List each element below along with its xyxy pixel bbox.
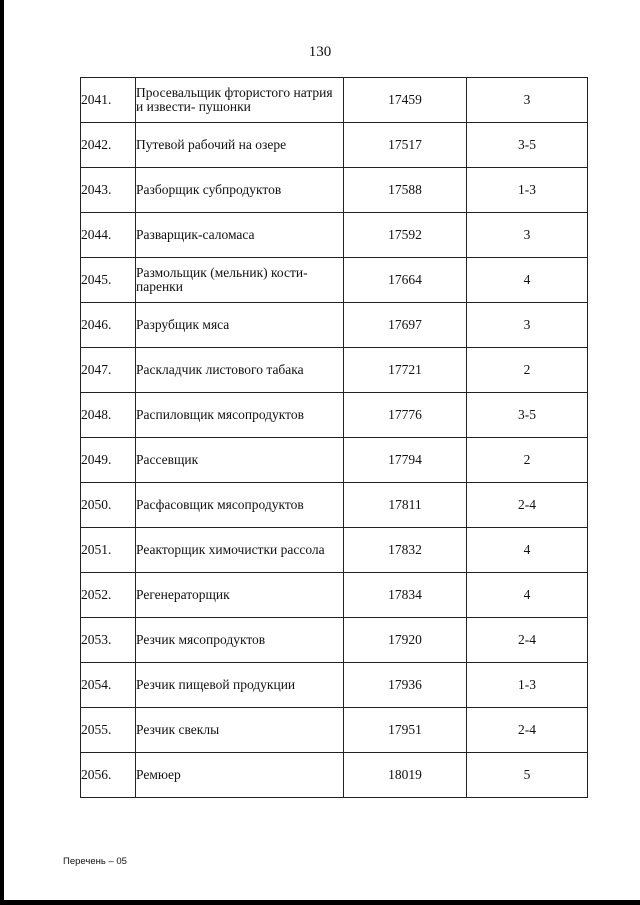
grade-range: 3-5	[467, 393, 588, 438]
profession-table	[80, 77, 588, 798]
table-row	[81, 213, 588, 258]
profession-code: 17459	[344, 78, 467, 123]
grade-range: 2-4	[467, 618, 588, 663]
grade-range: 2	[467, 438, 588, 483]
row-number: 2056.	[81, 753, 136, 798]
table-row	[81, 393, 588, 438]
table-row	[81, 528, 588, 573]
row-number: 2047.	[81, 348, 136, 393]
grade-range: 2-4	[467, 708, 588, 753]
profession-code: 17811	[344, 483, 467, 528]
profession-name: Разборщик субпродуктов	[136, 168, 344, 213]
table-row	[81, 303, 588, 348]
row-number: 2050.	[81, 483, 136, 528]
profession-code: 17794	[344, 438, 467, 483]
profession-code: 18019	[344, 753, 467, 798]
row-number: 2053.	[81, 618, 136, 663]
profession-code: 17936	[344, 663, 467, 708]
profession-code: 17951	[344, 708, 467, 753]
page-number: 130	[308, 44, 332, 60]
row-number: 2041.	[81, 78, 136, 123]
profession-name: Раскладчик листового табака	[136, 348, 344, 393]
row-number: 2043.	[81, 168, 136, 213]
table-row	[81, 348, 588, 393]
grade-range: 1-3	[467, 663, 588, 708]
grade-range: 4	[467, 528, 588, 573]
row-number: 2049.	[81, 438, 136, 483]
grade-range: 3	[467, 303, 588, 348]
grade-range: 3	[467, 213, 588, 258]
row-number: 2045.	[81, 258, 136, 303]
profession-code: 17517	[344, 123, 467, 168]
profession-code: 17834	[344, 573, 467, 618]
table-row	[81, 483, 588, 528]
table-row	[81, 663, 588, 708]
row-number: 2042.	[81, 123, 136, 168]
profession-name: Путевой рабочий на озере	[136, 123, 344, 168]
profession-code: 17832	[344, 528, 467, 573]
table-row	[81, 258, 588, 303]
row-number: 2054.	[81, 663, 136, 708]
profession-code: 17721	[344, 348, 467, 393]
profession-code: 17664	[344, 258, 467, 303]
grade-range: 4	[467, 573, 588, 618]
profession-name: Разрубщик мяса	[136, 303, 344, 348]
grade-range: 3	[467, 78, 588, 123]
profession-code: 17697	[344, 303, 467, 348]
scan-edge-bottom	[0, 900, 640, 905]
row-number: 2051.	[81, 528, 136, 573]
row-number: 2048.	[81, 393, 136, 438]
profession-name: Рассевщик	[136, 438, 344, 483]
grade-range: 4	[467, 258, 588, 303]
table-row	[81, 438, 588, 483]
grade-range: 3-5	[467, 123, 588, 168]
table-row	[81, 708, 588, 753]
footer-note: Перечень – 05	[63, 856, 127, 867]
grade-range: 2	[467, 348, 588, 393]
profession-name: Резчик свеклы	[136, 708, 344, 753]
table-row	[81, 573, 588, 618]
profession-name: Регенераторщик	[136, 573, 344, 618]
profession-name: Размольщик (мельник) кости-паренки	[136, 258, 344, 303]
table-row	[81, 123, 588, 168]
profession-code: 17588	[344, 168, 467, 213]
profession-name: Разварщик-саломаса	[136, 213, 344, 258]
table-row	[81, 78, 588, 123]
row-number: 2044.	[81, 213, 136, 258]
profession-code: 17776	[344, 393, 467, 438]
row-number: 2052.	[81, 573, 136, 618]
profession-name: Резчик пищевой продукции	[136, 663, 344, 708]
table-row	[81, 618, 588, 663]
profession-name: Реакторщик химочистки рассола	[136, 528, 344, 573]
profession-name: Распиловщик мясопродуктов	[136, 393, 344, 438]
profession-name: Расфасовщик мясопродуктов	[136, 483, 344, 528]
grade-range: 1-3	[467, 168, 588, 213]
table-row	[81, 753, 588, 798]
profession-code: 17592	[344, 213, 467, 258]
profession-name: Ремюер	[136, 753, 344, 798]
table-row	[81, 168, 588, 213]
profession-code: 17920	[344, 618, 467, 663]
row-number: 2055.	[81, 708, 136, 753]
profession-name: Просевальщик фтористого натрия и извести- пушонки	[136, 78, 344, 123]
row-number: 2046.	[81, 303, 136, 348]
profession-table-body	[81, 78, 588, 798]
profession-name: Резчик мясопродуктов	[136, 618, 344, 663]
grade-range: 5	[467, 753, 588, 798]
grade-range: 2-4	[467, 483, 588, 528]
scan-edge-left	[0, 0, 4, 905]
